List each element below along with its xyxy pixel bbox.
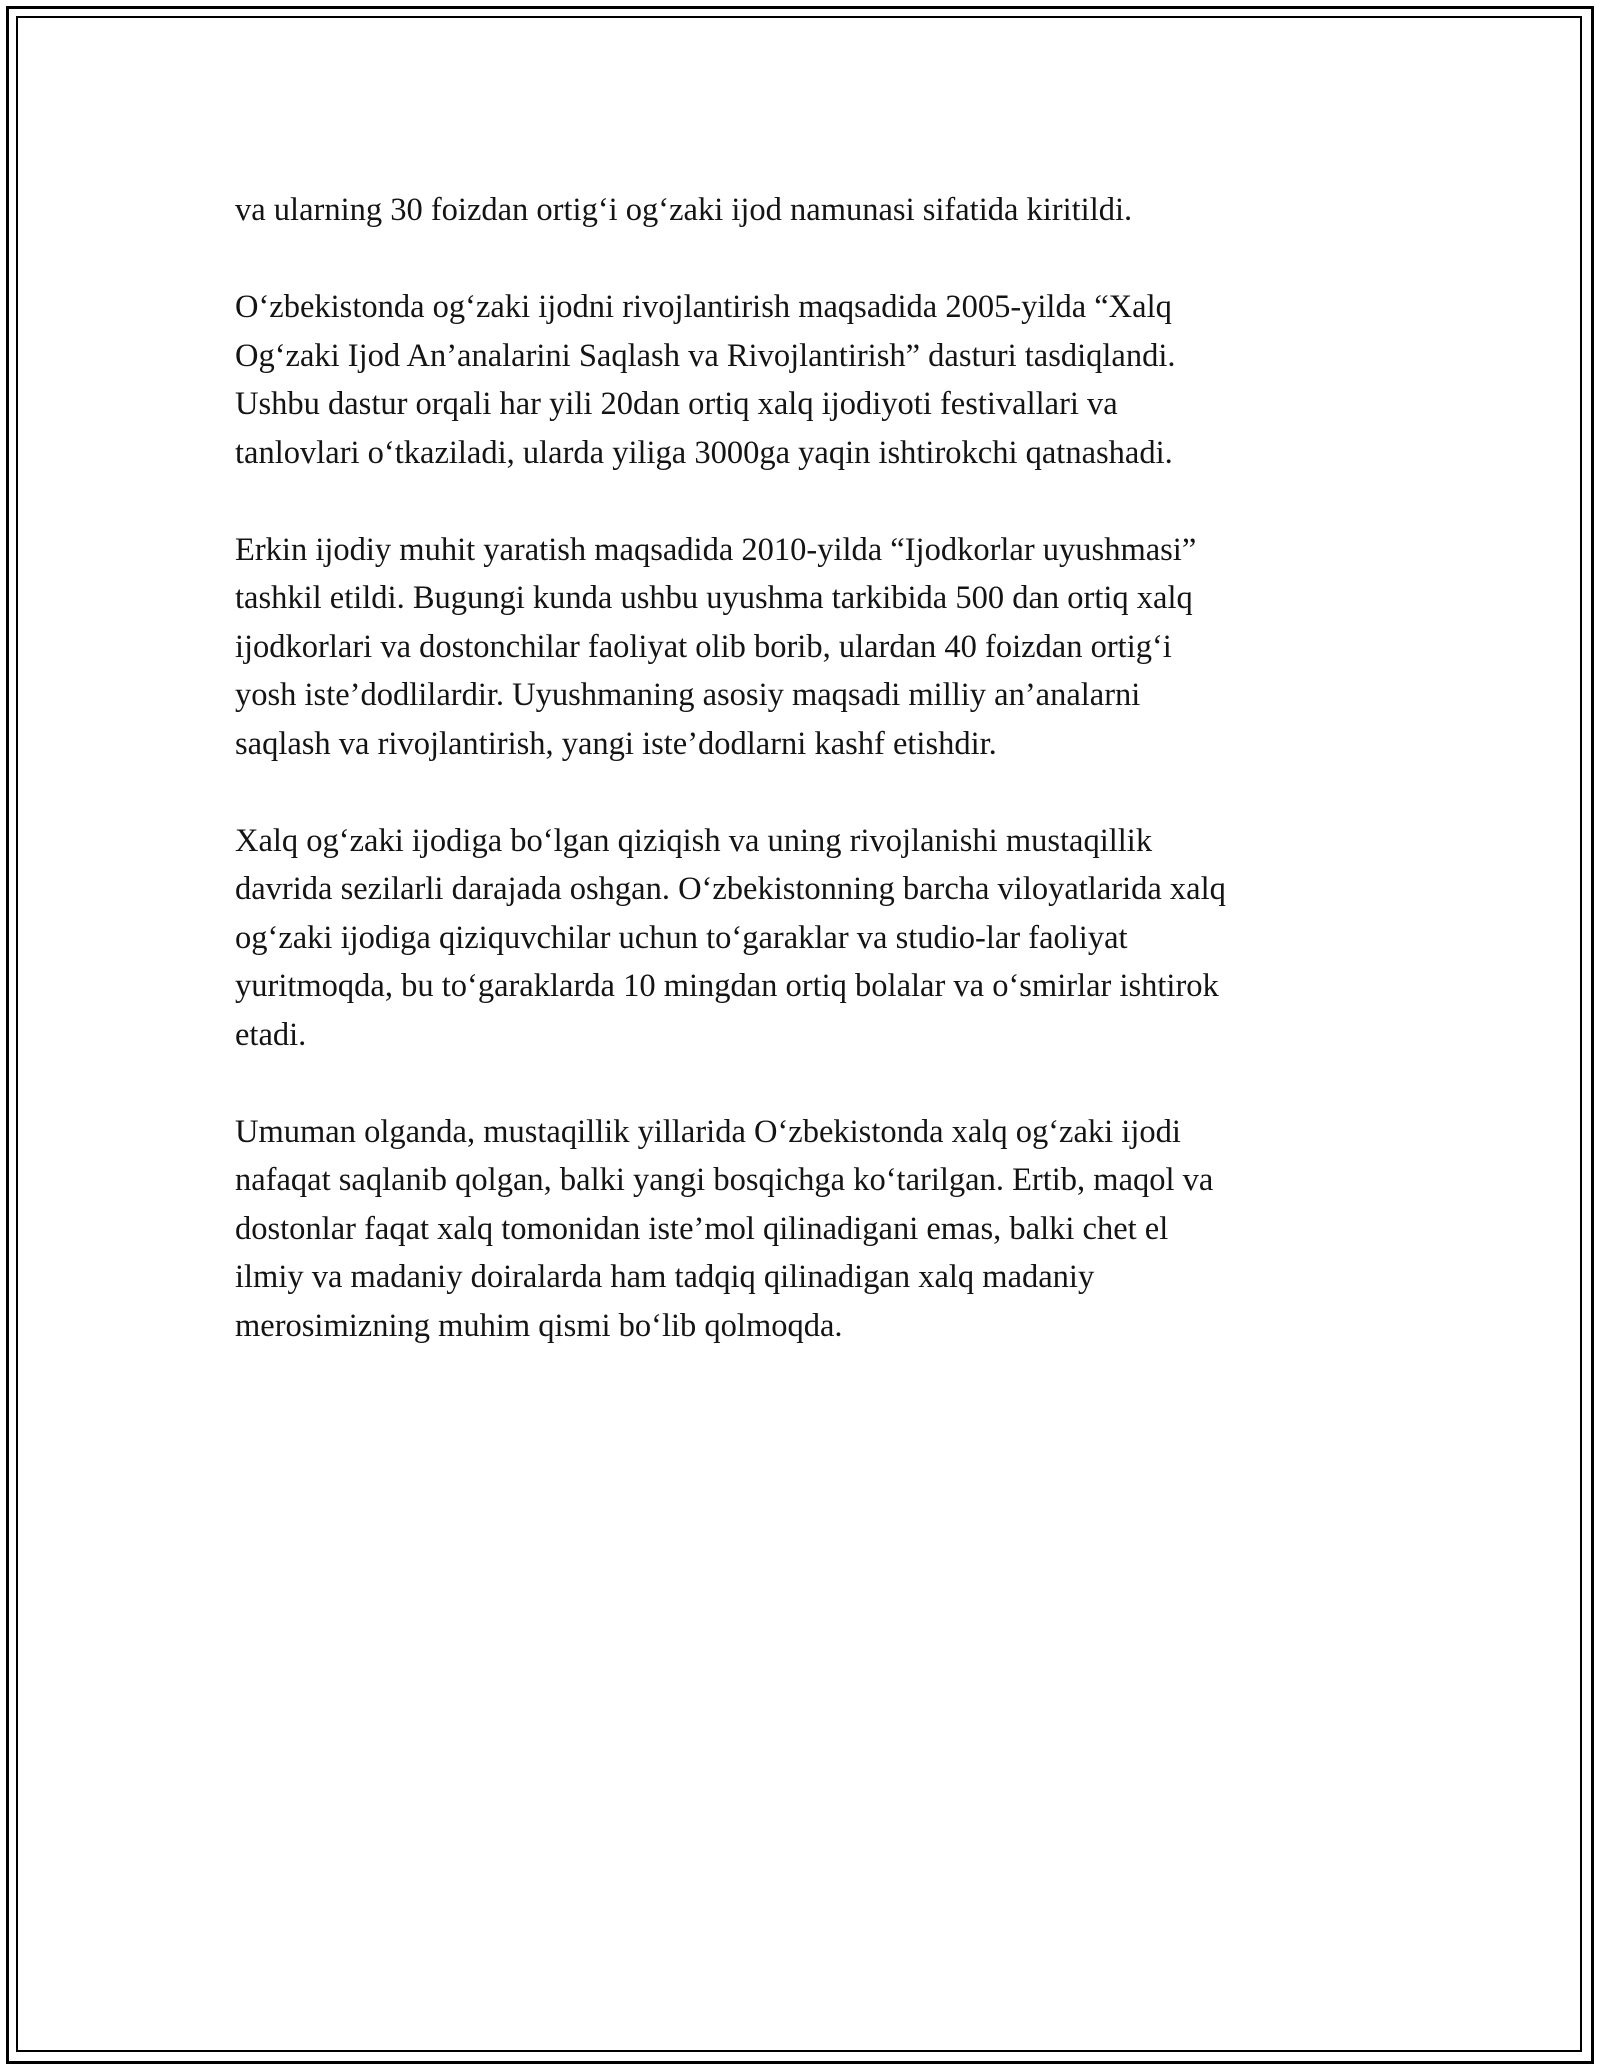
document-body — [235, 186, 1365, 1399]
text-line: Og‘zaki Ijod An’analarini Saqlash va Rivojlantirish” dasturi tasdiqlandi. — [235, 337, 1176, 374]
text-line: Xalq og‘zaki ijodiga bo‘lgan qiziqish va uning rivojlanishi mustaqillik — [235, 822, 1153, 859]
text-line: Ushbu dastur orqali har yili 20dan ortiq xalq ijodiyoti festivallari va — [235, 386, 1118, 422]
text-line: tanlovlari o‘tkaziladi, ularda yiliga 3000ga yaqin ishtirokchi qatnashadi. — [235, 434, 1173, 471]
text-line: davrida sezilarli darajada oshgan. O‘zbekistonning barcha viloyatlarida xalq — [235, 871, 1226, 907]
paragraph-3 — [235, 526, 1365, 769]
text-line: O‘zbekistonda og‘zaki ijodni rivojlantirish maqsadida 2005-yilda “Xalq — [235, 289, 1172, 325]
paragraph-1 — [235, 186, 1365, 235]
text-line: dostonlar faqat xalq tomonidan iste’mol qilinadigani emas, balki chet el — [235, 1210, 1169, 1247]
text-line: etadi. — [235, 1016, 307, 1053]
text-line: tashkil etildi. Bugungi kunda ushbu uyushma tarkibida 500 dan ortiq xalq — [235, 580, 1193, 616]
text-line: og‘zaki ijodiga qiziquvchilar uchun to‘garaklar va studio-lar faoliyat — [235, 919, 1128, 956]
paragraph-5 — [235, 1108, 1365, 1351]
text-line: saqlash va rivojlantirish, yangi iste’dodlarni kashf etishdir. — [235, 725, 997, 762]
text-line: ijodkorlari va dostonchilar faoliyat olib borib, ulardan 40 foizdan ortig‘i — [235, 628, 1172, 665]
text-line: yuritmoqda, bu to‘garaklarda 10 mingdan ortiq bolalar va o‘smirlar ishtirok — [235, 968, 1219, 1004]
text-line: yosh iste’dodlilardir. Uyushmaning asosiy maqsadi milliy an’analarni — [235, 677, 1141, 713]
paragraph-2 — [235, 283, 1365, 477]
text-line: Erkin ijodiy muhit yaratish maqsadida 2010-yilda “Ijodkorlar uyushmasi” — [235, 531, 1197, 568]
text-line: ilmiy va madaniy doiralarda ham tadqiq qilinadigan xalq madaniy — [235, 1259, 1095, 1295]
text-line: merosimizning muhim qismi bo‘lib qolmoqda. — [235, 1307, 843, 1344]
text-line: va ularning 30 foizdan ortig‘i og‘zaki ijod namunasi sifatida kiritildi. — [235, 192, 1133, 228]
paragraph-4 — [235, 817, 1365, 1060]
text-line: Umuman olganda, mustaqillik yillarida O‘zbekistonda xalq og‘zaki ijodi — [235, 1113, 1181, 1150]
text-line: nafaqat saqlanib qolgan, balki yangi bosqichga ko‘tarilgan. Ertib, maqol va — [235, 1162, 1214, 1198]
